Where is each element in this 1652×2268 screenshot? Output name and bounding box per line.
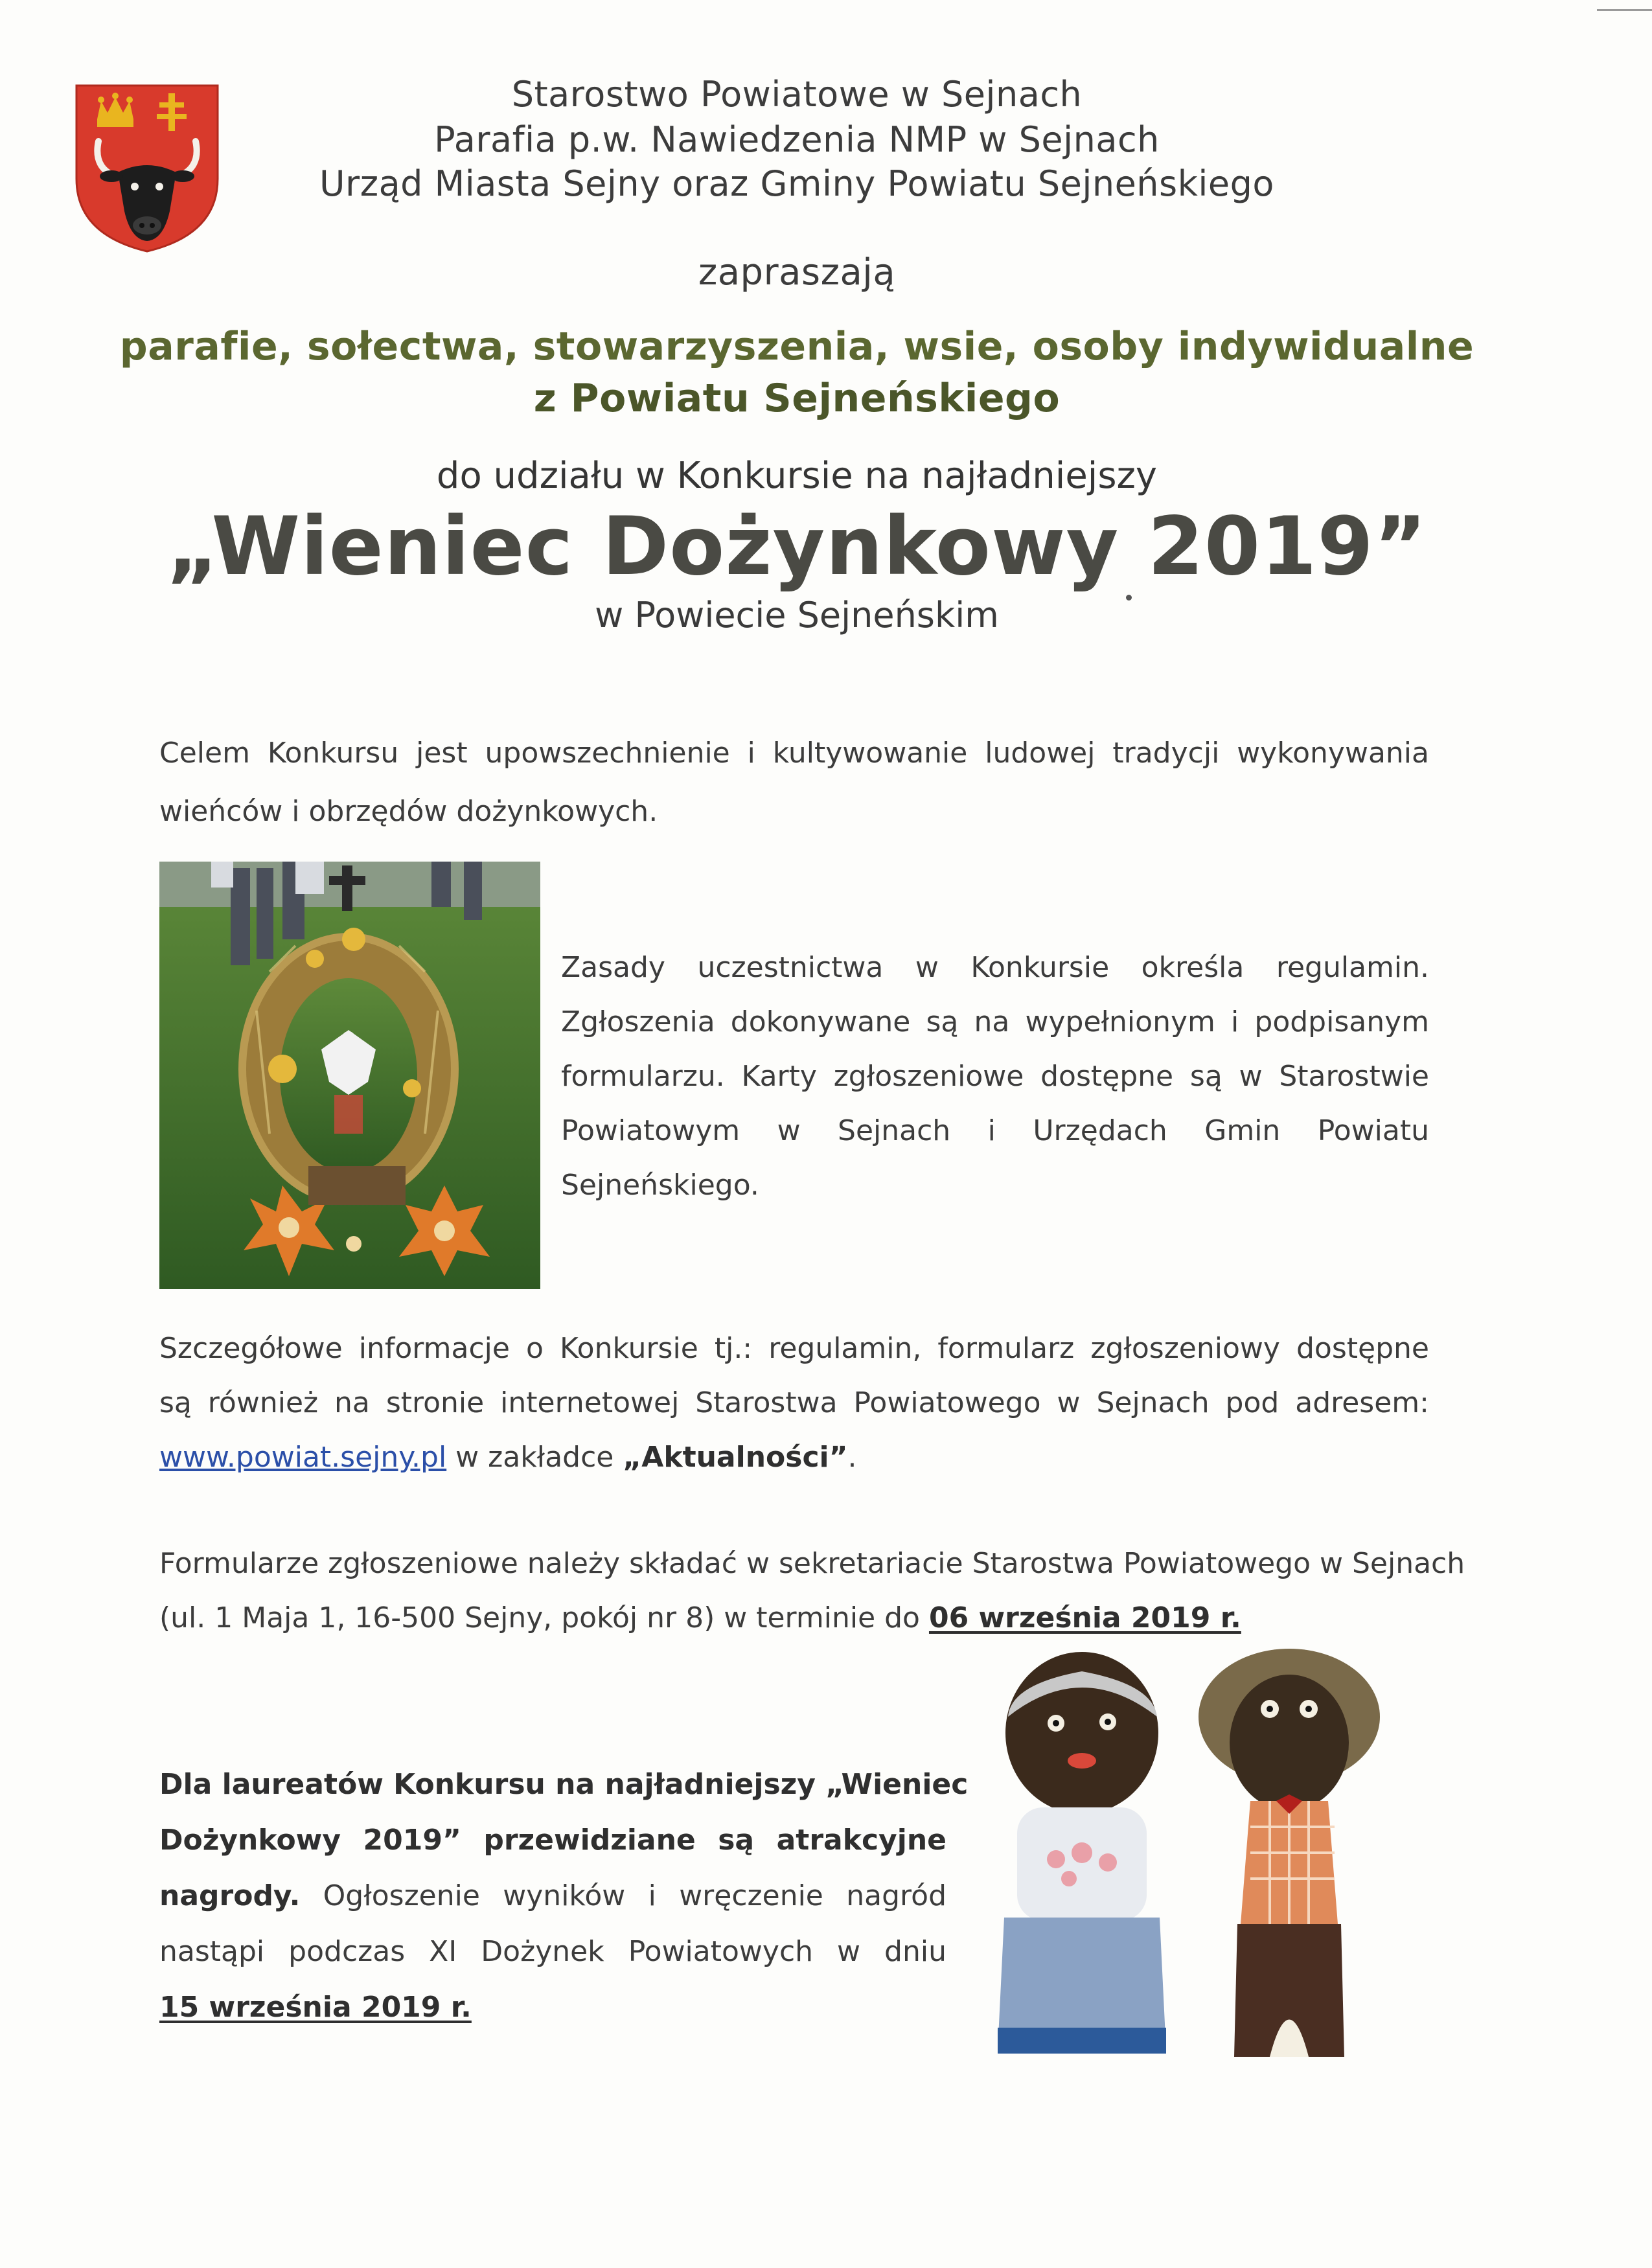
harvest-wreath-photo [159, 862, 540, 1289]
submission-line-2 [159, 1591, 1442, 1645]
contest-lead: do udziału w Konkursie na najładniejszy [436, 455, 1158, 497]
prizes-announcement: Ogłoszenie wyników i wręczenie nagród [300, 1879, 946, 1912]
organizer-line-2: Parafia p.w. Nawiedzenia NMP w Sejnach [434, 119, 1160, 160]
target-groups-line-1: parafie, sołectwa, stowarzyszenia, wsie, osoby indywidualne [119, 324, 1474, 369]
goal-paragraph [159, 724, 1429, 841]
contest-title: „Wieniec Dożynkowy 2019” [166, 500, 1428, 593]
details-tab-prefix: w zakładce [446, 1441, 623, 1474]
organizer-line-3: Urząd Miasta Sejny oraz Gminy Powiatu Sejneńskiego [319, 163, 1274, 204]
prizes-line-3 [159, 1868, 946, 1924]
straw-figures-photo [965, 1645, 1412, 2073]
details-line-3 [159, 1430, 1429, 1485]
rules-line: formularzu. Karty zgłoszeniowe dostępne są w Starostwie [561, 1060, 1429, 1093]
details-line: Szczegółowe informacje o Konkursie tj.: regulamin, formularz zgłoszeniowy dostępne [159, 1332, 1429, 1365]
submission-paragraph [159, 1537, 1465, 1645]
rules-line: Powiatowym w Sejnach i Urzędach Gmin Powiatu [561, 1114, 1429, 1147]
submission-line: Formularze zgłoszeniowe należy składać w sekretariacie Starostwa Powiatowego w Sejnach [159, 1547, 1465, 1580]
website-link[interactable]: www.powiat.sejny.pl [159, 1441, 447, 1474]
goal-line: Celem Konkursu jest upowszechnienie i kultywowanie ludowej tradycji wykonywania [159, 737, 1429, 770]
contest-place: w Powiecie Sejneńskim [595, 595, 999, 636]
prizes-line: nastąpi podczas XI Dożynek Powiatowych w dniu [159, 1935, 946, 1968]
rules-line: Sejneńskiego. [561, 1169, 759, 1202]
stray-dot [1126, 595, 1132, 601]
organizer-line-1: Starostwo Powiatowe w Sejnach [511, 74, 1083, 115]
prizes-date: 15 września 2019 r. [159, 1991, 472, 2024]
rules-paragraph [561, 941, 1429, 1213]
submission-address: (ul. 1 Maja 1, 16-500 Sejny, pokój nr 8) w terminie do [159, 1601, 929, 1634]
prizes-line: Dożynkowy 2019” przewidziane są atrakcyjne [159, 1824, 946, 1857]
target-groups-line-2: z Powiatu Sejneńskiego [533, 376, 1061, 421]
prizes-paragraph [159, 1757, 969, 2035]
details-tab-name: „Aktualności” [623, 1441, 848, 1474]
prizes-word: nagrody. [159, 1879, 301, 1912]
rules-line: Zgłoszenia dokonywane są na wypełnionym i podpisanym [561, 1005, 1429, 1038]
details-paragraph [159, 1322, 1429, 1485]
details-line: są również na stronie internetowej Starostwa Powiatowego w Sejnach pod adresem: [159, 1386, 1429, 1419]
page-edge-line [1597, 9, 1652, 11]
invite-word: zapraszają [698, 251, 896, 293]
details-line-end: . [847, 1441, 857, 1474]
submission-deadline: 06 września 2019 r. [928, 1601, 1241, 1634]
prizes-line: Dla laureatów Konkursu na najładniejszy „Wieniec [159, 1768, 969, 1801]
goal-line: wieńców i obrzędów dożynkowych. [159, 795, 658, 828]
rules-line: Zasady uczestnictwa w Konkursie określa regulamin. [561, 951, 1429, 984]
